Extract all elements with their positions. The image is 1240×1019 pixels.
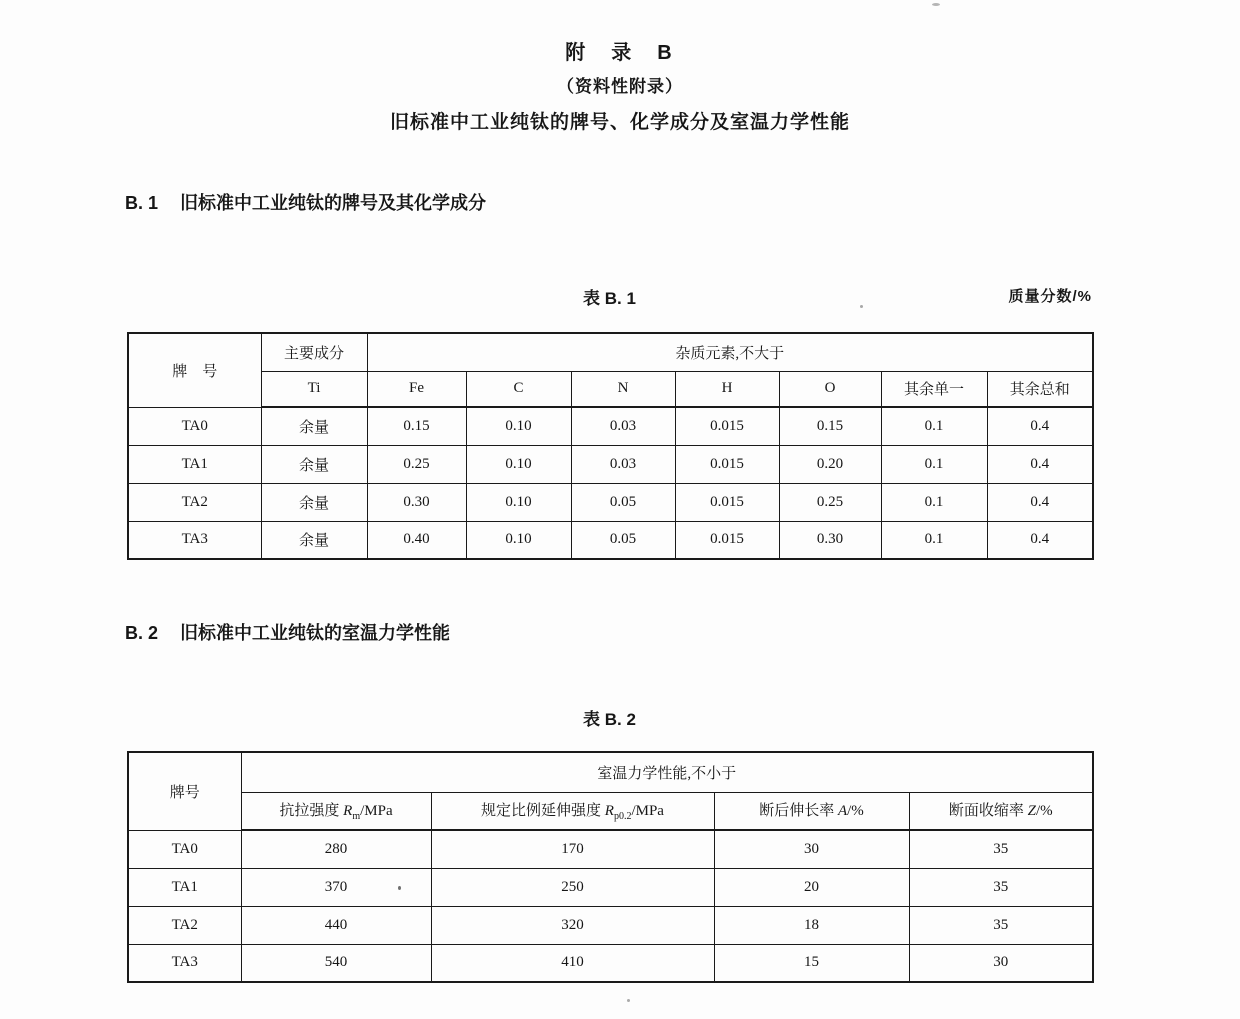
appendix-heading: 旧标准中工业纯钛的牌号、化学成分及室温力学性能	[389, 112, 850, 133]
table-cell: 35	[909, 906, 1093, 944]
table-cell: 0.15	[367, 407, 466, 445]
b2-header-reduction-of-area: 断面收缩率 Z/%	[909, 792, 1093, 830]
table-cell: 20	[714, 868, 909, 906]
grade-cell: TA2	[128, 906, 241, 944]
table-cell: 170	[431, 830, 714, 868]
grade-cell: TA1	[128, 445, 261, 483]
table-cell: 0.15	[779, 407, 881, 445]
table-cell: 30	[909, 944, 1093, 982]
b1-header-other-single: 其余单一	[881, 371, 987, 407]
b1-header-fe: Fe	[367, 371, 466, 407]
table-row	[128, 483, 1093, 521]
table-row	[128, 445, 1093, 483]
table-cell: 0.1	[881, 445, 987, 483]
b2-header-span: 室温力学性能,不小于	[241, 752, 1093, 792]
appendix-subtitle: （资料性附录）	[557, 77, 683, 96]
b2-header-grade: 牌号	[128, 752, 241, 830]
table-row	[128, 944, 1093, 982]
table-cell: 18	[714, 906, 909, 944]
b1-header-c: C	[466, 371, 571, 407]
table-cell: 0.03	[571, 445, 675, 483]
appendix-title: 附 录 B	[565, 42, 675, 64]
b1-header-impurities: 杂质元素,不大于	[367, 333, 1093, 371]
table-cell: 35	[909, 868, 1093, 906]
table-row	[128, 521, 1093, 559]
grade-cell: TA0	[128, 830, 241, 868]
grade-cell: TA0	[128, 407, 261, 445]
table-cell: 0.015	[675, 445, 779, 483]
b2-header-tensile-strength: 抗拉强度 $R_m$/MPa	[241, 792, 431, 830]
table-b2-caption: 表 B. 2	[583, 710, 636, 729]
table-cell: 0.015	[675, 521, 779, 559]
table-cell: 410	[431, 944, 714, 982]
table-cell: 15	[714, 944, 909, 982]
table-cell: 0.40	[367, 521, 466, 559]
table-cell: 余量	[261, 521, 367, 559]
b1-header-other-total: 其余总和	[987, 371, 1093, 407]
grade-cell: TA1	[128, 868, 241, 906]
table-row	[128, 868, 1093, 906]
table-cell: 0.4	[987, 445, 1093, 483]
b2-header-proof-strength: 规定比例延伸强度 $R_{p0.2}$/MPa	[431, 792, 714, 830]
table-cell: 0.10	[466, 445, 571, 483]
table-cell: 0.015	[675, 483, 779, 521]
table-cell: 370	[241, 868, 431, 906]
table-row	[128, 830, 1093, 868]
grade-cell: TA2	[128, 483, 261, 521]
grade-cell: TA3	[128, 944, 241, 982]
table-cell: 0.1	[881, 521, 987, 559]
table-cell: 0.05	[571, 483, 675, 521]
table-cell: 余量	[261, 407, 367, 445]
section-b1-heading	[125, 189, 486, 215]
table-cell: 0.4	[987, 483, 1093, 521]
table-b1-caption: 表 B. 1	[583, 289, 636, 308]
section-b2-number: B. 2	[125, 623, 159, 643]
section-b2-title: 旧标准中工业纯钛的室温力学性能	[180, 623, 451, 643]
table-b1-unit-label: 质量分数/%	[1008, 288, 1092, 305]
table-cell: 0.1	[881, 483, 987, 521]
table-cell: 余量	[261, 445, 367, 483]
b1-header-ti: Ti	[261, 371, 367, 407]
scan-speck	[932, 3, 940, 6]
table-cell: 540	[241, 944, 431, 982]
table-cell: 0.1	[881, 407, 987, 445]
table-cell: 0.10	[466, 483, 571, 521]
table-cell: 0.25	[779, 483, 881, 521]
table-cell: 0.20	[779, 445, 881, 483]
grade-cell: TA3	[128, 521, 261, 559]
table-cell: 0.25	[367, 445, 466, 483]
table-b2	[127, 751, 1094, 983]
table-cell: 280	[241, 830, 431, 868]
section-b1-number: B. 1	[125, 193, 159, 213]
table-cell: 0.30	[367, 483, 466, 521]
b1-header-grade: 牌 号	[128, 333, 261, 407]
table-b2-caption-row	[127, 705, 1092, 730]
table-cell: 0.03	[571, 407, 675, 445]
b1-header-h: H	[675, 371, 779, 407]
table-cell: 余量	[261, 483, 367, 521]
table-cell: 35	[909, 830, 1093, 868]
table-b1	[127, 332, 1094, 560]
table-cell: 0.10	[466, 521, 571, 559]
table-cell: 30	[714, 830, 909, 868]
table-row	[128, 906, 1093, 944]
b1-header-main-component: 主要成分	[261, 333, 367, 371]
table-cell: 0.10	[466, 407, 571, 445]
section-b1-title: 旧标准中工业纯钛的牌号及其化学成分	[180, 193, 487, 213]
table-cell: 320	[431, 906, 714, 944]
table-cell: 0.015	[675, 407, 779, 445]
b1-header-n: N	[571, 371, 675, 407]
table-cell: 0.05	[571, 521, 675, 559]
section-b2-heading	[125, 619, 450, 645]
table-cell: 250	[431, 868, 714, 906]
table-cell: 0.4	[987, 407, 1093, 445]
table-row	[128, 407, 1093, 445]
b2-header-elongation: 断后伸长率 A/%	[714, 792, 909, 830]
table-cell: 440	[241, 906, 431, 944]
scan-speck	[627, 999, 630, 1002]
table-cell: 0.30	[779, 521, 881, 559]
b1-header-o: O	[779, 371, 881, 407]
table-b1-caption-row	[127, 284, 1092, 309]
table-cell: 0.4	[987, 521, 1093, 559]
